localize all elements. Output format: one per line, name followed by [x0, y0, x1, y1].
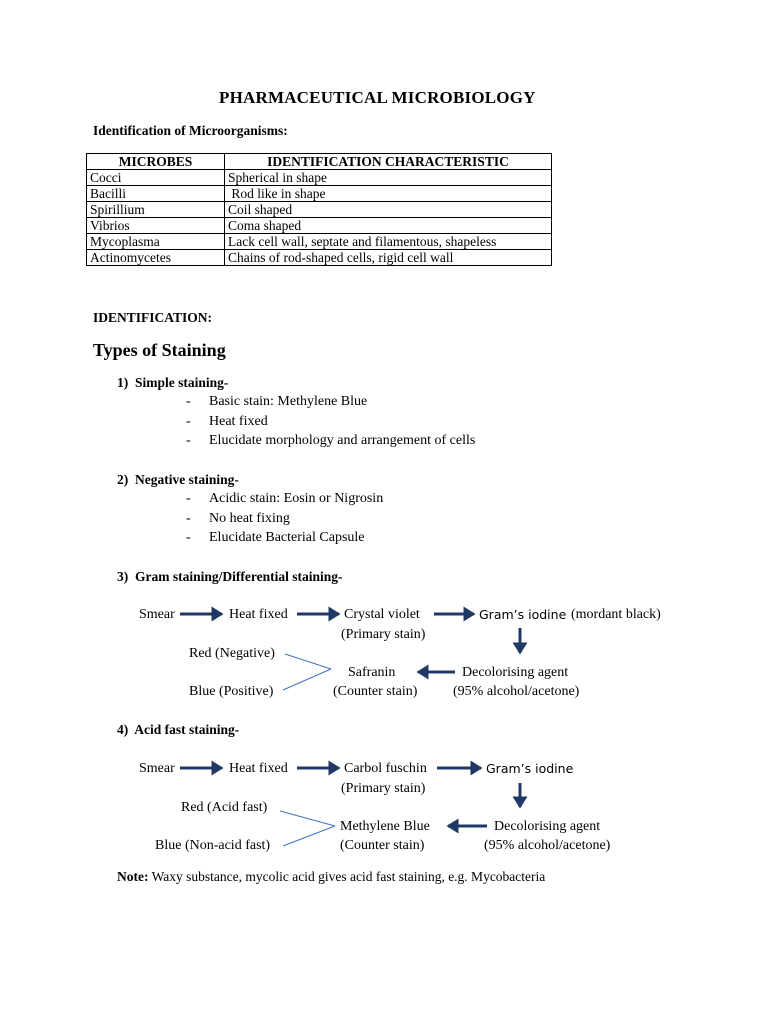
section-title: 3) Gram staining/Differential staining-	[117, 569, 343, 584]
connector-line	[283, 669, 331, 690]
flow-heat-fixed: Heat fixed	[229, 761, 288, 776]
flow-counter-stain: (Counter stain)	[340, 838, 425, 853]
flow-blue-non-acid-fast: Blue (Non-acid fast)	[155, 838, 271, 853]
table-cell: Vibrios	[87, 218, 225, 234]
flow-blue-positive: Blue (Positive)	[189, 684, 274, 699]
flow-red-acid-fast: Red (Acid fast)	[181, 800, 268, 815]
table-cell: Mycoplasma	[87, 234, 225, 250]
flow-decolorising: Decolorising agent	[494, 819, 601, 834]
table-cell: Chains of rod-shaped cells, rigid cell wall	[225, 250, 552, 266]
flow-decolorising: Decolorising agent	[462, 665, 569, 680]
table-cell: Spirillium	[87, 202, 225, 218]
section-title: 4) Acid fast staining-	[117, 722, 240, 737]
list-dash: -	[186, 491, 191, 506]
list-dash: -	[186, 511, 191, 526]
table-cell: Actinomycetes	[87, 250, 225, 266]
list-dash: -	[186, 414, 191, 429]
identification-heading: Identification of Microorganisms:	[93, 123, 288, 138]
list-item: Elucidate Bacterial Capsule	[209, 530, 365, 545]
note-label: Note:	[117, 869, 149, 884]
table-cell: Cocci	[87, 170, 225, 186]
section-title: 2) Negative staining-	[117, 472, 239, 487]
list-item: Elucidate morphology and arrangement of cells	[209, 433, 476, 448]
page-title: PHARMACEUTICAL MICROBIOLOGY	[219, 88, 536, 107]
flow-primary-stain: (Primary stain)	[341, 627, 426, 642]
flow-smear: Smear	[139, 607, 175, 622]
table-cell: Coma shaped	[225, 218, 552, 234]
types-of-staining-heading: Types of Staining	[93, 340, 226, 360]
flow-grams-iodine: Gram’s iodine	[479, 607, 567, 622]
table-cell: Rod like in shape	[225, 186, 552, 202]
list-item: No heat fixing	[209, 511, 290, 526]
table-cell: Lack cell wall, septate and filamentous, shapeless	[225, 234, 552, 250]
section-title: 1) Simple staining-	[117, 375, 229, 390]
flow-carbol-fuschin: Carbol fuschin	[344, 761, 427, 776]
flow-mordant: (mordant black)	[571, 607, 661, 622]
flow-safranin: Safranin	[348, 665, 396, 680]
flow-methylene-blue: Methylene Blue	[340, 819, 430, 834]
list-dash: -	[186, 394, 191, 409]
connector-line	[285, 654, 331, 669]
list-item: Acidic stain: Eosin or Nigrosin	[209, 491, 384, 506]
flow-crystal-violet: Crystal violet	[344, 607, 420, 622]
flow-smear: Smear	[139, 761, 175, 776]
flow-grams-iodine: Gram’s iodine	[486, 761, 574, 776]
identification-label: IDENTIFICATION:	[93, 310, 213, 325]
table-cell: Spherical in shape	[225, 170, 552, 186]
flow-counter-stain: (Counter stain)	[333, 684, 418, 699]
connector-line	[280, 811, 335, 826]
table-header: IDENTIFICATION CHARACTERISTIC	[225, 154, 552, 170]
table-header: MICROBES	[87, 154, 225, 170]
flow-primary-stain: (Primary stain)	[341, 781, 426, 796]
flow-alcohol: (95% alcohol/acetone)	[484, 838, 611, 853]
flow-alcohol: (95% alcohol/acetone)	[453, 684, 580, 699]
table-cell: Coil shaped	[225, 202, 552, 218]
connector-line	[283, 826, 335, 846]
list-dash: -	[186, 433, 191, 448]
list-dash: -	[186, 530, 191, 545]
list-item: Heat fixed	[209, 414, 268, 429]
list-item: Basic stain: Methylene Blue	[209, 394, 368, 409]
table-cell: Bacilli	[87, 186, 225, 202]
note-text: Waxy substance, mycolic acid gives acid fast staining, e.g. Mycobacteria	[148, 869, 546, 884]
flow-heat-fixed: Heat fixed	[229, 607, 288, 622]
flow-red-negative: Red (Negative)	[189, 646, 275, 661]
